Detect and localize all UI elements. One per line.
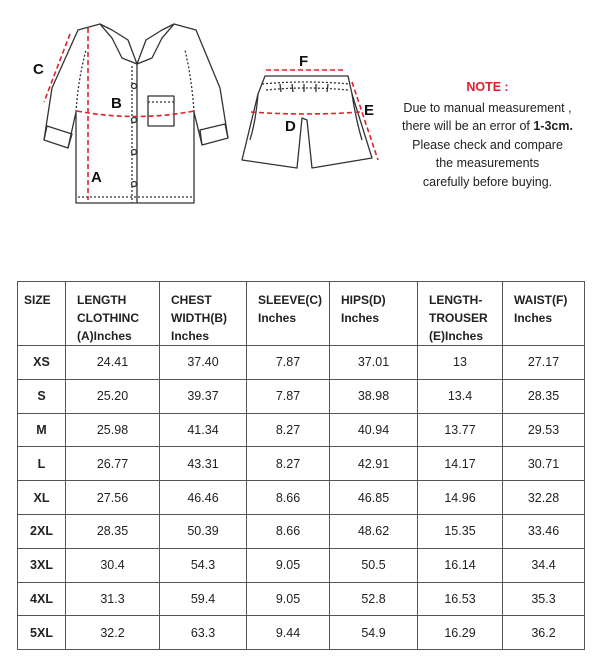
table-row	[18, 346, 585, 380]
length-clothing-cell: 25.20	[66, 379, 160, 413]
waist-cell: 34.4	[503, 548, 585, 582]
hips-cell: 42.91	[330, 447, 418, 481]
header-line: TROUSER	[429, 311, 488, 325]
chest-width-cell: 37.40	[160, 346, 247, 380]
header-waist	[503, 282, 585, 346]
hips-cell: 54.9	[330, 616, 418, 650]
note-error-range: 1-3cm.	[533, 119, 573, 133]
size-cell: S	[18, 379, 66, 413]
header-hips	[330, 282, 418, 346]
length-clothing-cell: 25.98	[66, 413, 160, 447]
length-clothing-cell: 26.77	[66, 447, 160, 481]
length-trouser-cell: 15.35	[418, 514, 503, 548]
header-line: HIPS(D)	[341, 293, 386, 307]
header-line: LENGTH	[77, 293, 127, 307]
length-trouser-cell: 16.14	[418, 548, 503, 582]
label-e: E	[364, 102, 375, 119]
header-line: LENGTH-	[429, 293, 483, 307]
label-a: A	[91, 169, 102, 186]
waist-cell: 27.17	[503, 346, 585, 380]
waist-cell: 36.2	[503, 616, 585, 650]
shorts-icon	[242, 76, 375, 168]
sleeve-cell: 9.05	[247, 582, 330, 616]
length-trouser-cell: 14.17	[418, 447, 503, 481]
chest-width-cell: 63.3	[160, 616, 247, 650]
table-row	[18, 616, 585, 650]
chest-width-cell: 39.37	[160, 379, 247, 413]
chest-width-cell: 41.34	[160, 413, 247, 447]
size-cell: L	[18, 447, 66, 481]
header-line: CHEST	[171, 293, 212, 307]
waist-cell: 30.71	[503, 447, 585, 481]
header-line: CLOTHINC	[77, 311, 139, 325]
label-f: F	[299, 53, 309, 70]
note-line-4: the measurements	[435, 156, 540, 170]
hips-cell: 46.85	[330, 481, 418, 515]
sleeve-cell: 7.87	[247, 379, 330, 413]
table-row	[18, 379, 585, 413]
hips-cell: 37.01	[330, 346, 418, 380]
length-clothing-cell: 31.3	[66, 582, 160, 616]
table-row	[18, 548, 585, 582]
length-trouser-cell: 14.96	[418, 481, 503, 515]
length-trouser-cell: 13.77	[418, 413, 503, 447]
header-sleeve	[247, 282, 330, 346]
size-cell: 2XL	[18, 514, 66, 548]
length-trouser-cell: 13	[418, 346, 503, 380]
size-cell: M	[18, 413, 66, 447]
table-row	[18, 447, 585, 481]
length-trouser-cell: 13.4	[418, 379, 503, 413]
length-trouser-cell: 16.29	[418, 616, 503, 650]
sleeve-cell: 8.66	[247, 481, 330, 515]
hips-cell: 38.98	[330, 379, 418, 413]
sleeve-cell: 7.87	[247, 346, 330, 380]
table-row	[18, 413, 585, 447]
note-line-5: carefully before buying.	[422, 174, 553, 189]
chest-width-cell: 59.4	[160, 582, 247, 616]
waist-cell: 35.3	[503, 582, 585, 616]
hips-cell: 50.5	[330, 548, 418, 582]
note-line-2	[380, 117, 595, 136]
length-clothing-cell: 24.41	[66, 346, 160, 380]
sleeve-cell: 8.27	[247, 413, 330, 447]
header-line: Inches	[171, 329, 210, 343]
measurement-note	[380, 78, 595, 191]
chest-width-cell: 43.31	[160, 447, 247, 481]
shirt-icon	[44, 24, 228, 203]
header-chest-width	[160, 282, 247, 346]
header-line: Inches	[341, 311, 380, 325]
header-line: Inches	[258, 311, 297, 325]
sleeve-cell: 8.66	[247, 514, 330, 548]
sleeve-cell: 9.44	[247, 616, 330, 650]
header-line: WIDTH(B)	[171, 311, 227, 325]
table-row	[18, 514, 585, 548]
note-line-3: Please check and compare	[412, 137, 563, 152]
table-row	[18, 481, 585, 515]
waist-cell: 33.46	[503, 514, 585, 548]
label-d: D	[285, 118, 296, 135]
hips-cell: 40.94	[330, 413, 418, 447]
header-length-trouser	[418, 282, 503, 346]
header-line: SIZE	[24, 293, 51, 307]
size-cell: 3XL	[18, 548, 66, 582]
header-line: (E)Inches	[429, 329, 484, 343]
length-clothing-cell: 32.2	[66, 616, 160, 650]
hips-cell: 48.62	[330, 514, 418, 548]
size-cell: XS	[18, 346, 66, 380]
header-line: WAIST(F)	[514, 293, 568, 307]
size-chart-table	[17, 281, 585, 650]
header-line: (A)Inches	[77, 329, 132, 343]
length-trouser-cell: 16.53	[418, 582, 503, 616]
size-cell: 5XL	[18, 616, 66, 650]
length-clothing-cell: 27.56	[66, 481, 160, 515]
table-row	[18, 582, 585, 616]
header-line: Inches	[514, 311, 553, 325]
header-row	[18, 282, 585, 346]
length-clothing-cell: 30.4	[66, 548, 160, 582]
chest-width-cell: 46.46	[160, 481, 247, 515]
label-c: C	[33, 61, 44, 78]
waist-cell: 32.28	[503, 481, 585, 515]
header-size	[18, 282, 66, 346]
header-line: SLEEVE(C)	[258, 293, 323, 307]
hips-cell: 52.8	[330, 582, 418, 616]
label-b: B	[111, 95, 122, 112]
sleeve-cell: 9.05	[247, 548, 330, 582]
header-length-clothing	[66, 282, 160, 346]
size-cell: XL	[18, 481, 66, 515]
chest-width-cell: 50.39	[160, 514, 247, 548]
waist-cell: 28.35	[503, 379, 585, 413]
length-clothing-cell: 28.35	[66, 514, 160, 548]
note-line-2-text: there will be an error of	[402, 119, 534, 133]
chest-width-cell: 54.3	[160, 548, 247, 582]
size-cell: 4XL	[18, 582, 66, 616]
sleeve-cell: 8.27	[247, 447, 330, 481]
note-line-1: Due to manual measurement ,	[403, 100, 572, 115]
note-title: NOTE :	[466, 80, 509, 94]
waist-cell: 29.53	[503, 413, 585, 447]
